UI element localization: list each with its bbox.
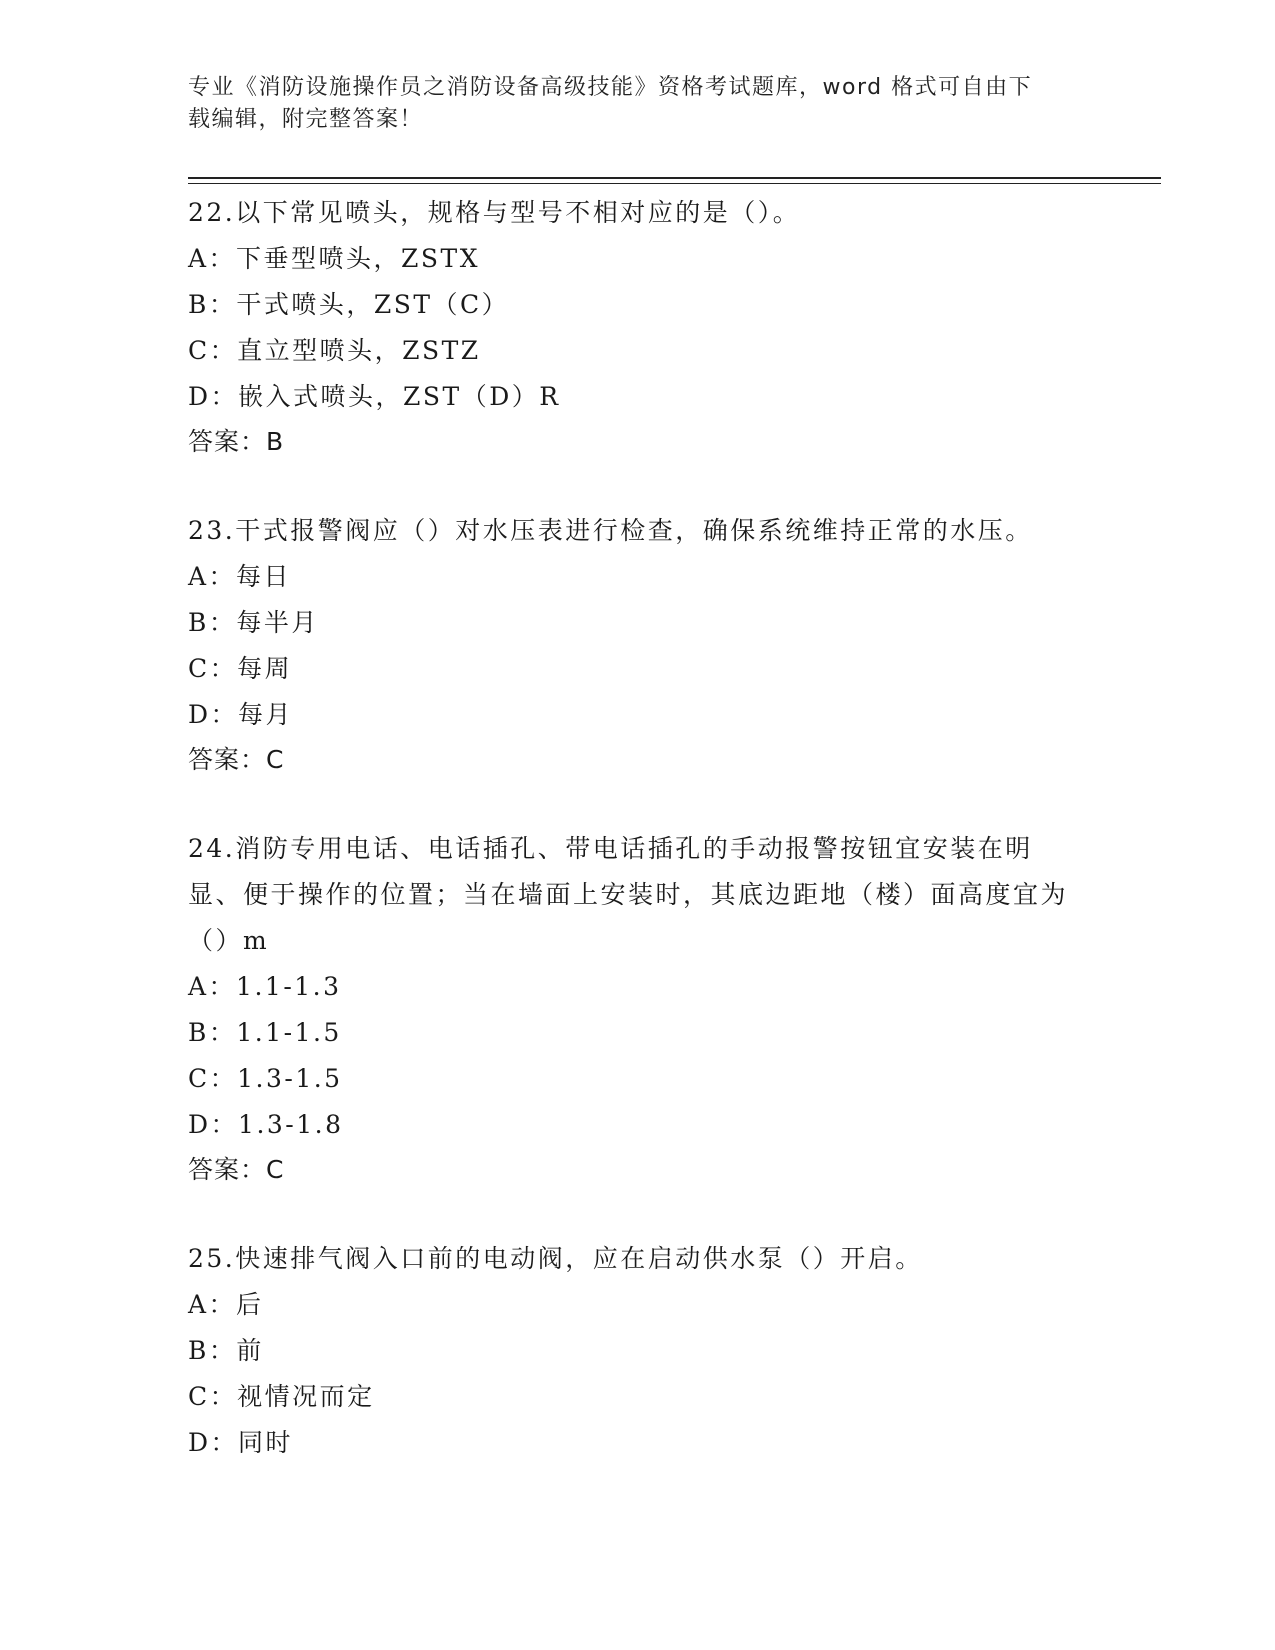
option-c: C：视情况而定 [188,1382,375,1411]
option-d: D：每月 [188,700,294,729]
question-24 [188,826,1088,1192]
header-divider-thick [188,177,1161,179]
question-text: 22.以下常见喷头，规格与型号不相对应的是（）。 [188,198,801,227]
option-d: D：嵌入式喷头，ZST（D）R [188,382,561,411]
header-line-1: 专业《消防设施操作员之消防设备高级技能》资格考试题库，word 格式可自由下 [188,75,1033,100]
option-a: A：每日 [188,562,292,591]
question-list [188,190,1088,1510]
option-c: C：每周 [188,654,293,683]
option-d: D：1.3-1.8 [188,1110,344,1139]
document-header [188,72,1088,136]
question-text: 23.干式报警阀应（）对水压表进行检查，确保系统维持正常的水压。 [188,516,1033,545]
question-25 [188,1236,1088,1466]
question-text: 25.快速排气阀入口前的电动阀，应在启动供水泵（）开启。 [188,1244,923,1273]
option-a: A：1.1-1.3 [188,972,342,1001]
question-22 [188,190,1088,464]
option-a: A：后 [188,1290,264,1319]
option-d: D：同时 [188,1428,294,1457]
option-a: A：下垂型喷头，ZSTX [188,244,481,273]
header-divider-thin [188,183,1161,184]
answer: 答案：C [188,1155,285,1184]
answer: 答案：B [188,427,285,456]
option-b: B：前 [188,1336,264,1365]
option-b: B：每半月 [188,608,319,637]
question-text: 24.消防专用电话、电话插孔、带电话插孔的手动报警按钮宜安装在明显、便于操作的位置；当在墙面上安装时，其底边距地（楼）面高度宜为（）m [188,834,1069,955]
option-c: C：1.3-1.5 [188,1064,343,1093]
header-line-2: 载编辑，附完整答案！ [188,107,424,132]
option-c: C：直立型喷头，ZSTZ [188,336,481,365]
option-b: B：1.1-1.5 [188,1018,342,1047]
question-23 [188,508,1088,782]
option-b: B：干式喷头，ZST（C） [188,290,510,319]
answer: 答案：C [188,745,285,774]
